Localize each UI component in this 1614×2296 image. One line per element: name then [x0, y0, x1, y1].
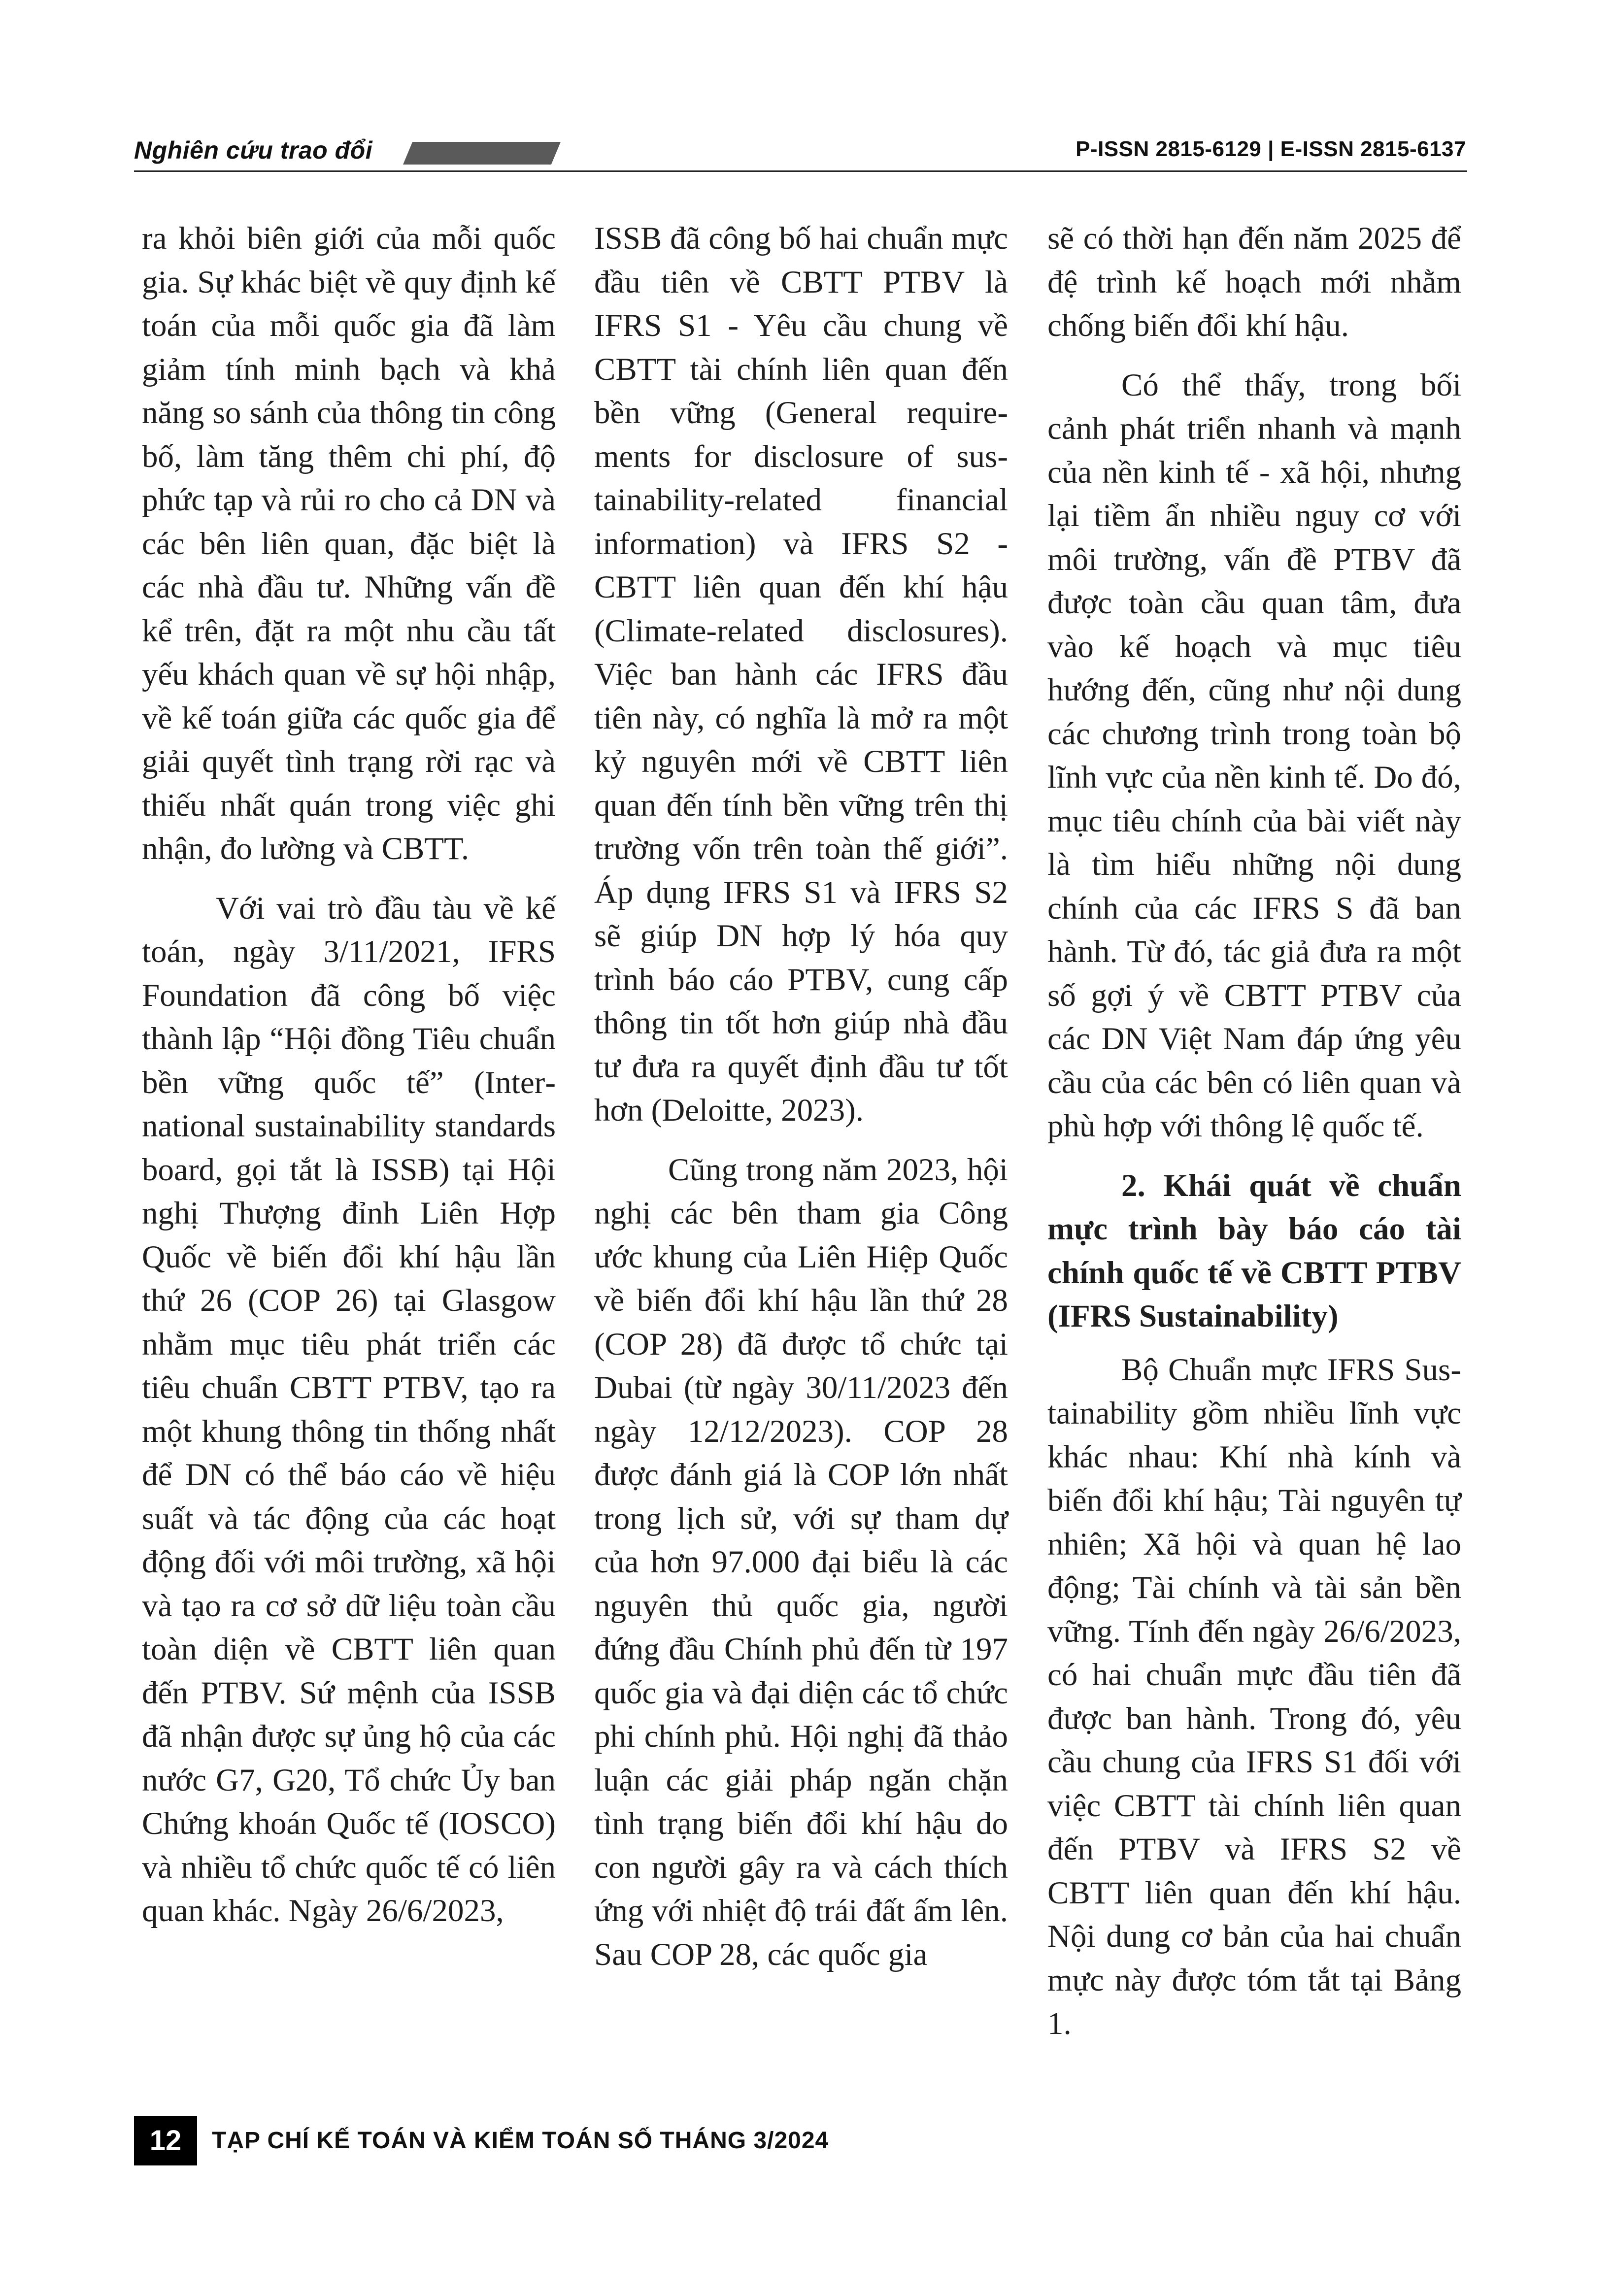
section-title: Nghiên cứu trao đổi [134, 136, 373, 164]
paragraph: Bộ Chuẩn mực IFRS Sustainability gồm nhiều lĩnh vực khác nhau: Khí nhà kính và biến đổi khí hậu; Tài nguyên tự nhiên; Xã hội và quan hệ lao động; Tài chính và tài sản bền vững. Tính đến ngày 26/6/2023, có hai chuẩn mực đầu tiên đã được ban hành. Trong đó, yêu cầu chung của IFRS S1 đối với việc CBTT tài chính liên quan đến PTBV và IFRS S2 về CBTT liên quan đến khí hậu. Nội dung cơ bản của hai chuẩn mực này được tóm tắt tại Bảng 1. [1047, 1352, 1461, 2041]
section-heading: 2. Khái quát về chuẩn mực trình bày báo cáo tài chính quốc tế về CBTT PTBV (IFRS Sustainability) [1047, 1167, 1461, 1334]
paragraph: ra khỏi biên giới của mỗi quốc gia. Sự khác biệt về quy định kế toán của mỗi quốc gia đã làm giảm tính minh bạch và khả năng so sánh của thông tin công bố, làm tăng thêm chi phí, độ phức tạp và rủi ro cho cả DN và các bên liên quan, đặc biệt là các nhà đầu tư. Những vấn đề kể trên, đặt ra một nhu cầu tất yếu khách quan về sự hội nhập, về kế toán giữa các quốc gia để giải quyết tình trạng rời rạc và thiếu nhất quán trong việc ghi nhận, đo lường và CBTT. [142, 221, 556, 866]
paragraph: Cũng trong năm 2023, hội nghị các bên tham gia Công ước khung của Liên Hiệp Quốc về biến đổi khí hậu lần thứ 28 (COP 28) đã được tổ chức tại Dubai (từ ngày 30/11/2023 đến ngày 12/12/2023). COP 28 được đánh giá là COP lớn nhất trong lịch sử, với sự tham dự của hơn 97.000 đại biểu là các nguyên thủ quốc gia, người đứng đầu Chính phủ đến từ 197 quốc gia và đại diện các tổ chức phi chính phủ. Hội nghị đã thảo luận các giải pháp ngăn chặn tình trạng biến đổi khí hậu do con người gây ra và cách thích ứng với nhiệt độ trái đất ấm lên. Sau COP 28, các quốc gia [594, 1152, 1008, 1972]
journal-name: TẠP CHÍ KẾ TOÁN VÀ KIỂM TOÁN SỐ THÁNG 3/2024 [212, 2128, 829, 2154]
text-column-2 [594, 217, 1008, 2138]
paragraph: Có thể thấy, trong bối cảnh phát triển nhanh và mạnh của nền kinh tế - xã hội, nhưng lại tiềm ẩn nhiều nguy cơ với môi trường, vấn đề PTBV đã được toàn cầu quan tâm, đưa vào kế hoạch và mục tiêu hướng đến, cũng như nội dung các chương trình trong toàn bộ lĩnh vực của nền kinh tế. Do đó, mục tiêu chính của bài viết này là tìm hiểu những nội dung chính của các IFRS S đã ban hành. Từ đó, tác giả đưa ra một số gợi ý về CBTT PTBV của các DN Việt Nam đáp ứng yêu cầu của các bên có liên quan và phù hợp với thông lệ quốc tế. [1047, 367, 1461, 1144]
text-column-3 [1047, 217, 1461, 2138]
paragraph: sẽ có thời hạn đến năm 2025 để đệ trình kế hoạch mới nhằm chống biến đổi khí hậu. [1047, 221, 1461, 343]
header-rule [134, 170, 1467, 172]
paragraph: ISSB đã công bố hai chuẩn mực đầu tiên về CBTT PTBV là IFRS S1 - Yêu cầu chung về CBTT tài chính liên quan đến bền vững (General requirements for disclosure of sustainability-related financial information) và IFRS S2 - CBTT liên quan đến khí hậu (Climate-related disclosures). Việc ban hành các IFRS đầu tiên này, có nghĩa là mở ra một kỷ nguyên mới về CBTT liên quan đến tính bền vững trên thị trường vốn trên toàn thế giới”. Áp dụng IFRS S1 và IFRS S2 sẽ giúp DN hợp lý hóa quy trình báo cáo PTBV, cung cấp thông tin tốt hơn giúp nhà đầu tư đưa ra quyết định đầu tư tốt hơn (Deloitte, 2023). [594, 221, 1008, 1128]
text-column-1 [142, 217, 556, 2138]
header-decorative-bar [403, 142, 561, 165]
issn-label: P-ISSN 2815-6129 | E-ISSN 2815-6137 [1076, 137, 1466, 161]
paragraph: Với vai trò đầu tàu về kế toán, ngày 3/11/2021, IFRS Foundation đã công bố việc thành lập “Hội đồng Tiêu chuẩn bền vững quốc tế” (International sustainability standards board, gọi tắt là ISSB) tại Hội nghị Thượng đỉnh Liên Hợp Quốc về biến đổi khí hậu lần thứ 26 (COP 26) tại Glasgow nhằm mục tiêu phát triển các tiêu chuẩn CBTT PTBV, tạo ra một khung thông tin thống nhất để DN có thể báo cáo về hiệu suất và tác động của các hoạt động đối với môi trường, xã hội và tạo ra cơ sở dữ liệu toàn cầu toàn diện về CBTT liên quan đến PTBV. Sứ mệnh của ISSB đã nhận được sự ủng hộ của các nước G7, G20, Tổ chức Ủy ban Chứng khoán Quốc tế (IOSCO) và nhiều tổ chức quốc tế có liên quan khác. Ngày 26/6/2023, [142, 890, 556, 1929]
page-number: 12 [134, 2116, 197, 2165]
